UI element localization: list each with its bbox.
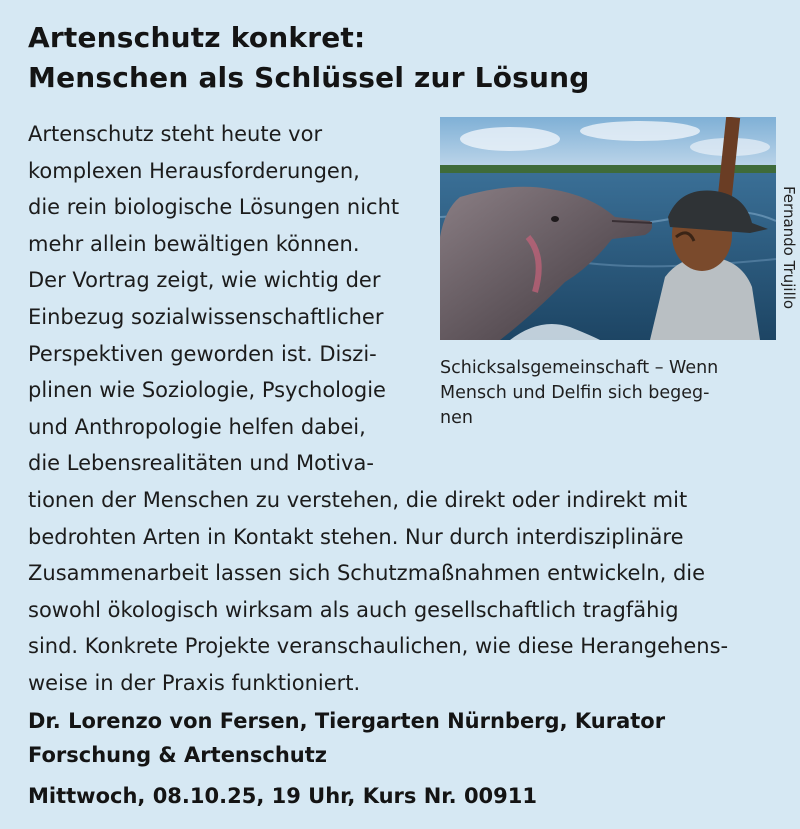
photo-caption: [440, 356, 780, 431]
speaker-line-1: Dr. Lorenzo von Fersen, Tiergarten Nürnberg, Kurator: [28, 709, 666, 733]
body-line: sind. Konkrete Projekte veranschaulichen, wie diese Herangehens-: [28, 634, 729, 659]
title-line-2: Menschen als Schlüssel zur Lösung: [28, 61, 590, 94]
event-details: Mittwoch, 08.10.25, 19 Uhr, Kurs Nr. 00911: [28, 784, 538, 808]
body-line: komplexen Herausforderungen,: [28, 158, 360, 183]
photo-credit: Fernando Trujillo: [780, 186, 798, 310]
body-line: Einbezug sozialwissenschaftlicher: [28, 304, 384, 329]
body-line: Perspektiven geworden ist. Diszi-: [28, 341, 377, 366]
body-line: plinen wie Soziologie, Psychologie: [28, 378, 386, 403]
body-line: mehr allein bewältigen können.: [28, 231, 360, 256]
speaker-line-2: Forschung & Artenschutz: [28, 743, 327, 767]
body-line: die rein biologische Lösungen nicht: [28, 195, 400, 220]
caption-line: Mensch und Delfin sich begeg-: [440, 383, 710, 403]
body-line: Zusammenarbeit lassen sich Schutzmaßnahmen entwickeln, die: [28, 561, 706, 586]
dolphin-photo: [440, 117, 776, 340]
article-title: [28, 18, 590, 98]
caption-line: Schicksalsgemeinschaft – Wenn: [440, 358, 719, 378]
body-line: und Anthropologie helfen dabei,: [28, 414, 366, 439]
body-line: Artenschutz steht heute vor: [28, 122, 323, 146]
body-line: weise in der Praxis funktioniert.: [28, 670, 361, 695]
caption-line: nen: [440, 408, 473, 428]
body-line: die Lebensrealitäten und Motiva-: [28, 451, 374, 476]
body-line: tionen der Menschen zu verstehen, die direkt oder indirekt mit: [28, 487, 688, 512]
body-line: sowohl ökologisch wirksam als auch gesellschaftlich tragfähig: [28, 597, 679, 622]
title-line-1: Artenschutz konkret:: [28, 21, 366, 54]
body-line: bedrohten Arten in Kontakt stehen. Nur durch interdisziplinäre: [28, 524, 684, 549]
speaker-info: [28, 704, 665, 772]
photo-illustration: [440, 117, 776, 340]
body-line: Der Vortrag zeigt, wie wichtig der: [28, 268, 381, 293]
